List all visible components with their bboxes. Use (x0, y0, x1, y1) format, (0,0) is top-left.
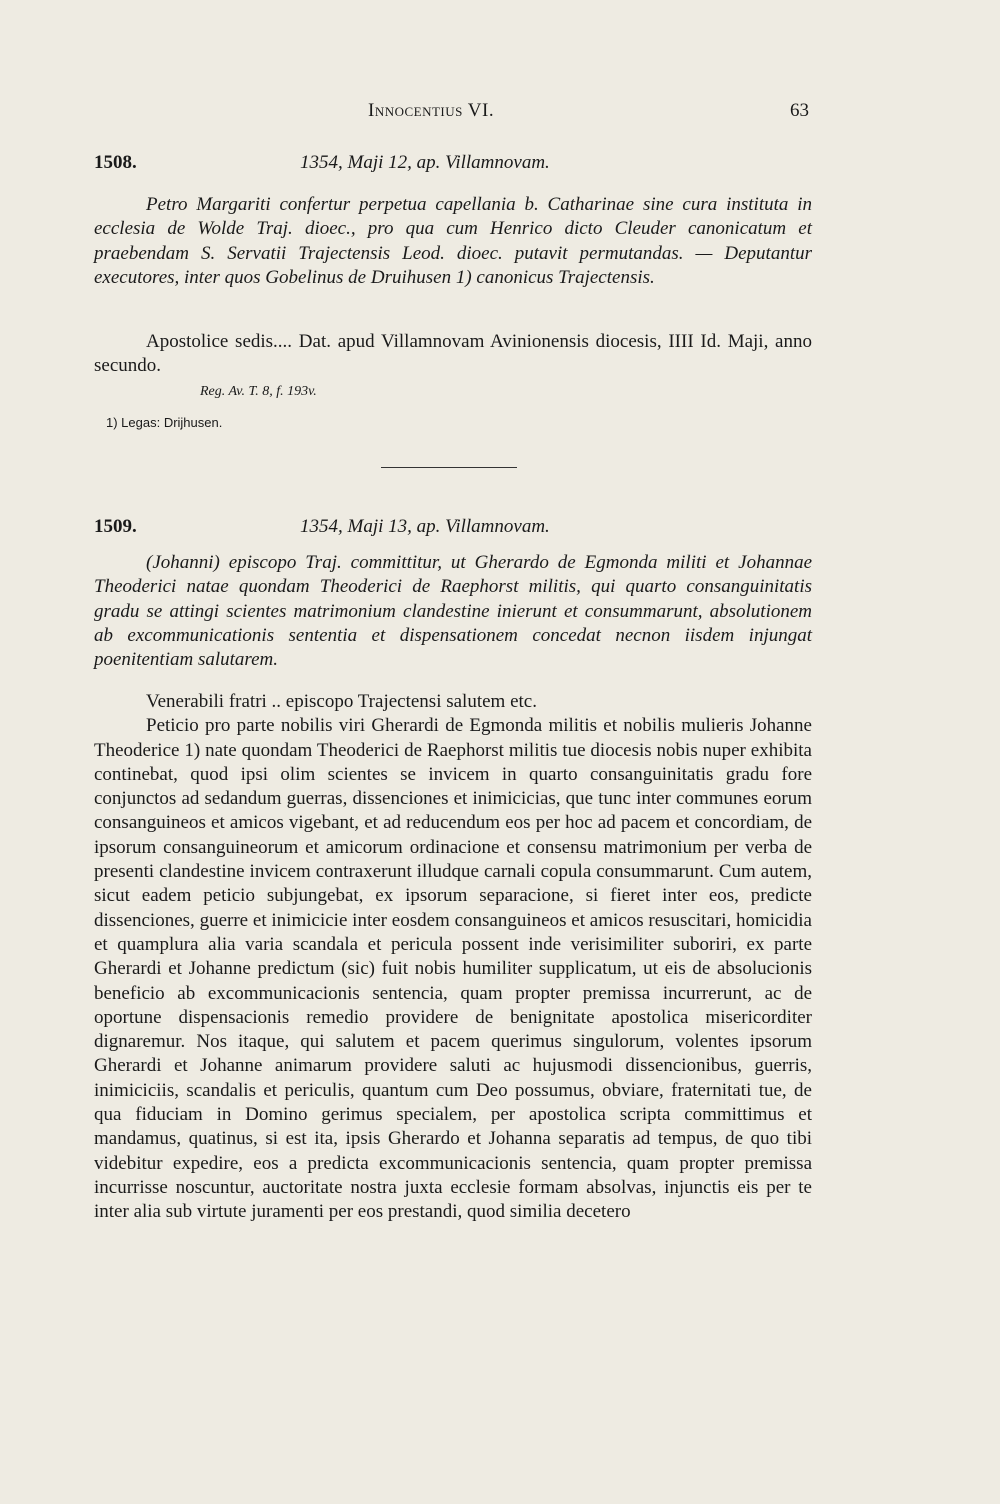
entry-1508-text (94, 330, 812, 379)
running-head: Innocentius VI. (368, 100, 495, 121)
entry-1509-letter (94, 690, 812, 1225)
entry-date: 1354, Maji 13, ap. Villamnovam. (300, 516, 550, 537)
salutation: Venerabili fratri .. episcopo Trajectensi salutem etc. (146, 691, 537, 712)
entry-date: 1354, Maji 12, ap. Villamnovam. (300, 152, 550, 173)
entry-1509-heading (94, 516, 814, 546)
letter-text: Apostolice sedis.... Dat. apud Villamnovam Avinionensis diocesis, IIII Id. Maji, anno secundo. (94, 331, 812, 377)
entry-1508-heading (94, 152, 814, 182)
entry-number: 1508. (94, 152, 137, 173)
page-number: 63 (790, 100, 809, 121)
summary-text: Petro Margariti confertur perpetua capellania b. Catharinae sine cura instituta in ecclesia de Wolde Traj. dioec., pro qua cum Henrico dicto Cleuder canonicatum et praebendam S. Servatii Trajectensis Leod. dioec. putavit permutandas. — Deputantur executores, inter quos Gobelinus de Druihusen 1) canonicus Trajectensis. (94, 194, 812, 288)
summary-text: (Johanni) episcopo Traj. committitur, ut Gherardo de Egmonda militi et Johannae Theoderici natae quondam Theoderici de Raephorst militis, qui quarto consanguinitatis gradu se attingi scientes matrimonium clandestine inierunt et consummarunt, absolutionem ab excommunicationis sententia et dispensationem concedat necnon iisdem injungat poenitentiam salutarem. (94, 552, 812, 671)
entry-1509-summary (94, 551, 812, 672)
entry-number: 1509. (94, 516, 137, 537)
letter-body: Peticio pro parte nobilis viri Gherardi de Egmonda militis et nobilis mulieris Johanne Theoderice 1) nate quondam Theoderici de Raephorst militis tue diocesis nobis nuper exhibita continebat, quod ipsi olim scientes se invicem in quarto consanguinitatis gradu fore conjunctos ad sedandum guerras, dissenciones et inimicicias, que tunc inter communes eorum consanguineos et amicos vigebant, et ad reducendum eos per hoc ad pacem et concordiam, de ipsorum consanguineorum et amicorum ordinacione et consensu matrimonium per verba de presenti clandestine invicem contraxerunt illudque carnali copula consummarunt. Cum autem, sicut eadem peticio subjungebat, ex ipsorum separacione, si fieret inter eos, predicte dissenciones, guerre et inimicicie inter eosdem consanguineos et amicos resuscitari, homicidia et quamplura alia varia scandala et pericula possent inde verisimiliter suboriri, ex parte Gherardi et Johanne predictum (sic) fuit nobis humiliter supplicatum, ut eis de absolucionis beneficio ab excommunicacionis sentencia, quam propter premissa incurrerunt, ac de oportune dispensacionis remedio providere de benignitate apostolica misericorditer dignaremur. Nos itaque, qui salutem et pacem querimus singulorum, volentes ipsorum Gherardi et Johanne animarum providere saluti ac hujusmodi dissencionibus, guerris, inimiciciis, scandalis et periculis, quantum cum Deo possumus, obviare, fraternitati tue, de qua fiduciam in Domino gerimus specialem, per apostolica scripta committimus et mandamus, quatinus, si est ita, ipsis Gherardo et Johanna separatis ad tempus, de quo tibi videbitur expedire, eos a predicta excommunicacionis sentencia, quam propter premissa incurrisse noscuntur, auctoritate nostra juxta ecclesie formam absolvas, injunctis eis per te inter alia sub virtute juramenti per eos prestandi, quod similia decetero (94, 715, 812, 1223)
footnote: 1) Legas: Drijhusen. (106, 415, 223, 430)
entry-1508-summary (94, 193, 812, 290)
page-header (0, 100, 1000, 130)
register-reference: Reg. Av. T. 8, f. 193v. (200, 384, 317, 399)
section-divider (381, 467, 517, 468)
